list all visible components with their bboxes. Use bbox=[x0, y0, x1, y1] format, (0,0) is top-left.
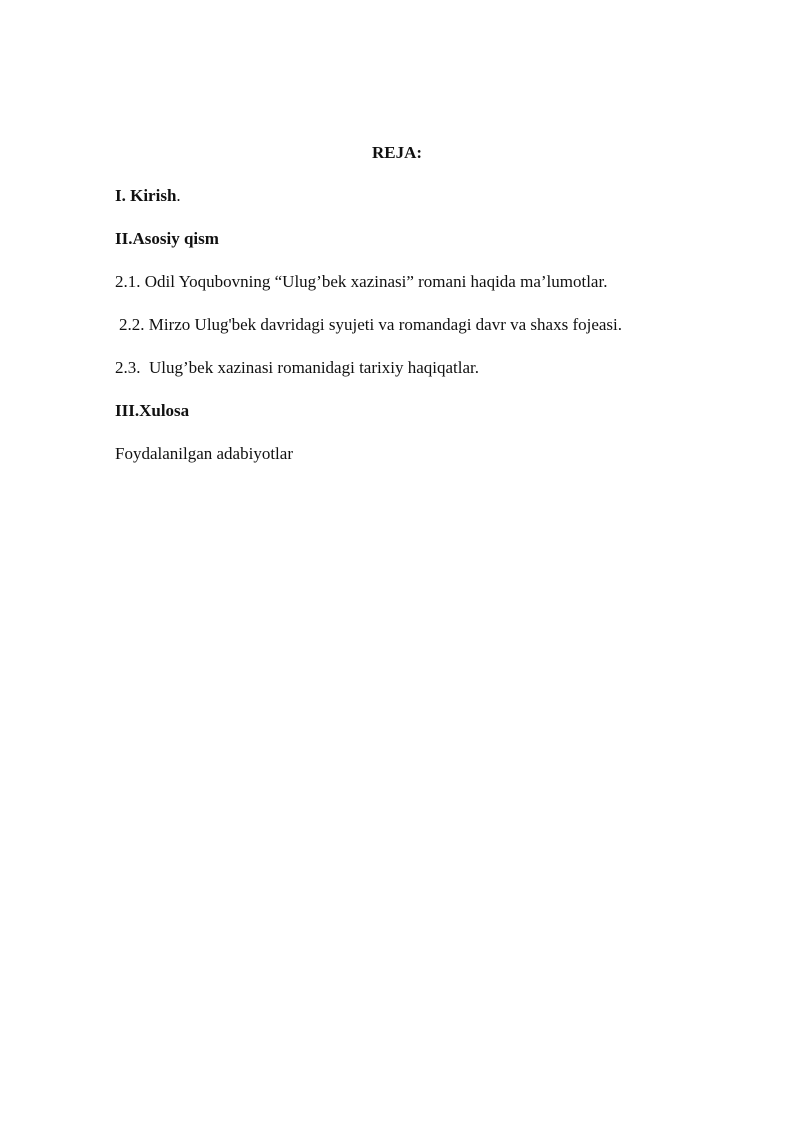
plan-main-heading: II.Asosiy qism bbox=[115, 229, 219, 248]
plan-intro-label: I. Kirish bbox=[115, 186, 177, 205]
plan-item-2-3: 2.3. Ulug’bek xazinasi romanidagi tarixiy haqiqatlar. bbox=[115, 358, 479, 377]
plan-intro bbox=[115, 185, 181, 207]
plan-references: Foydalanilgan adabiyotlar bbox=[115, 444, 293, 463]
plan-intro-punct: . bbox=[176, 186, 181, 205]
plan-item-2-1: 2.1. Odil Yoqubovning “Ulug’bek xazinasi” romani haqida ma’lumotlar. bbox=[115, 272, 608, 291]
plan-conclusion: III.Xulosa bbox=[115, 401, 190, 420]
plan-item-2-2: 2.2. Mirzo Ulug'bek davridagi syujeti va romandagi davr va shaxs fojeasi. bbox=[119, 315, 623, 334]
plan-title: REJA: bbox=[371, 143, 423, 162]
